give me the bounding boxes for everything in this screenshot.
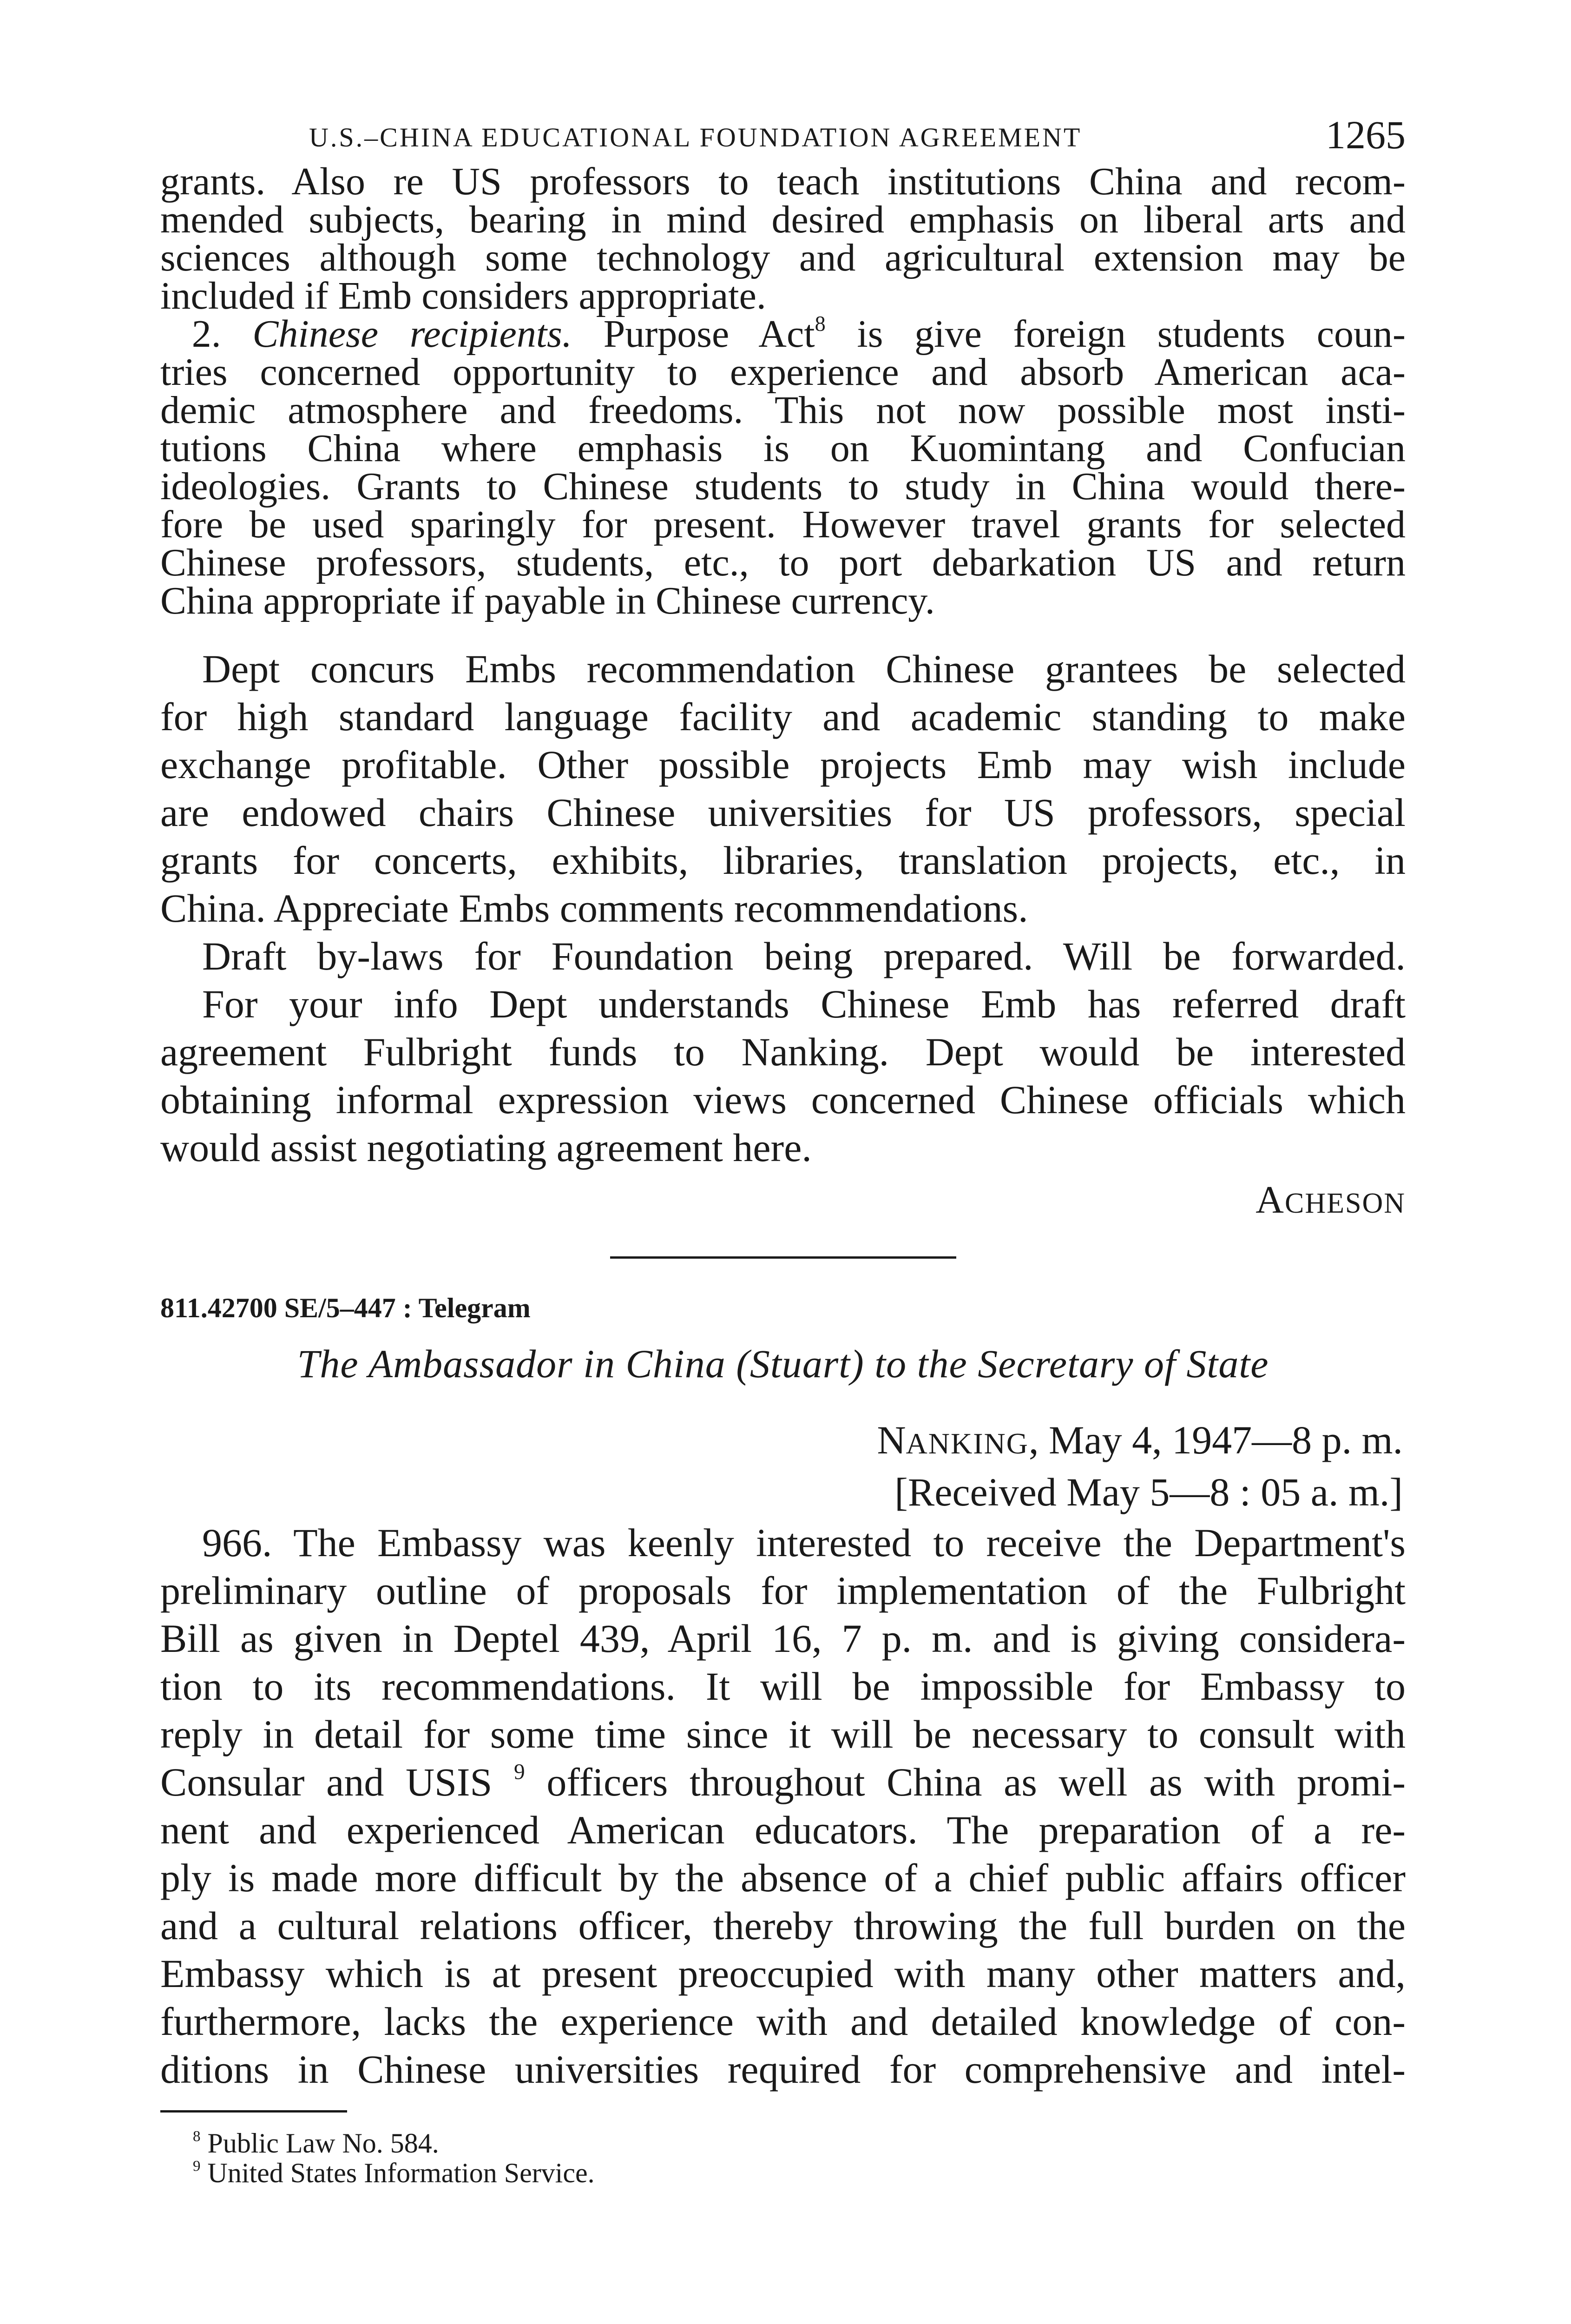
text-line: exchange profitable. Other possible projects Emb may wish include <box>160 742 1406 787</box>
footnote-8 <box>193 2128 1406 2158</box>
footnote-ref-9: 9 <box>514 1760 525 1784</box>
paragraph-telegram-966 <box>160 1519 1406 2093</box>
signature-rest: CHESON <box>1284 1188 1406 1219</box>
footnote-text: Public Law No. 584. <box>207 2128 439 2159</box>
section-divider <box>610 1256 956 1259</box>
text-line: and a cultural relations officer, thereby throwing the full burden on the <box>160 1903 1406 1948</box>
text-line: tion to its recommendations. It will be impossible for Embassy to <box>160 1664 1406 1709</box>
item-2-number: 2. <box>191 312 221 356</box>
text-line: 966. The Embassy was keenly interested to receive the Department's <box>202 1520 1406 1565</box>
dateline-place-initial: N <box>877 1418 906 1462</box>
text-line: demic atmosphere and freedoms. This not now possible most insti- <box>160 389 1406 432</box>
text-line: Draft by-laws for Foundation being prepared. Will be forwarded. <box>202 934 1406 978</box>
text-line: Dept concurs Embs recommendation Chinese grantees be selected <box>202 647 1406 691</box>
item-2-text: is give foreign students coun- <box>857 312 1406 356</box>
text-line: nent and experienced American educators. The preparation of a re- <box>160 1808 1406 1852</box>
text-line: China appropriate if payable in Chinese currency. <box>160 579 935 622</box>
usis-text: officers throughout China as well as with promi- <box>546 1760 1406 1804</box>
dateline-date: , May 4, 1947—8 p. m. <box>1028 1418 1403 1462</box>
file-reference: 811.42700 SE/5–447 : Telegram <box>160 1293 531 1323</box>
text-line: grants. Also re US professors to teach institutions China and recom- <box>160 160 1406 203</box>
text-line: China. Appreciate Embs comments recommendations. <box>160 886 1028 931</box>
footnote-divider <box>160 2110 347 2113</box>
text-line: tries concerned opportunity to experience and absorb American aca- <box>160 350 1406 394</box>
document-page <box>160 112 1406 2188</box>
text-line: ideologies. Grants to Chinese students to study in China would there- <box>160 465 1406 508</box>
text-line: grants for concerts, exhibits, libraries, translation projects, etc., in <box>160 838 1406 883</box>
usis-line <box>160 1758 1406 1806</box>
text-line: included if Emb considers appropriate. <box>160 274 766 317</box>
signature-acheson <box>160 1177 1406 1219</box>
text-line: For your info Dept understands Chinese Emb has referred draft <box>202 982 1406 1026</box>
text-line: preliminary outline of proposals for implementation of the Fulbright <box>160 1568 1406 1613</box>
paragraph-dept-concurs <box>160 645 1406 1172</box>
footnote-ref-8: 8 <box>815 311 826 336</box>
text-line: agreement Fulbright funds to Nanking. Dept would be interested <box>160 1030 1406 1074</box>
signature-initial: A <box>1255 1178 1285 1221</box>
text-line: furthermore, lacks the experience with and detailed knowledge of con- <box>160 1999 1406 2044</box>
text-line: fore be used sparingly for present. However travel grants for selected <box>160 503 1406 546</box>
received-line: [Received May 5—8 : 05 a. m.] <box>894 1470 1403 1514</box>
dateline <box>160 1416 1406 1516</box>
page-number: 1265 <box>1326 112 1406 157</box>
text-line: Bill as given in Deptel 439, April 16, 7 p. m. and is giving considera- <box>160 1616 1406 1661</box>
text-line: Embassy which is at present preoccupied with many other matters and, <box>160 1951 1406 1996</box>
running-title: U.S.–CHINA EDUCATIONAL FOUNDATION AGREEMENT <box>309 122 1082 152</box>
text-line: Chinese professors, students, etc., to port debarkation US and return <box>160 541 1406 584</box>
item-2-first-line <box>160 311 1406 356</box>
text-line: reply in detail for some time since it will be necessary to consult with <box>160 1712 1406 1756</box>
text-line: would assist negotiating agreement here. <box>160 1125 812 1170</box>
dateline-place-rest: ANKING <box>906 1427 1029 1460</box>
text-line: sciences although some technology and agricultural extension may be <box>160 236 1406 279</box>
usis-text: Consular and USIS <box>160 1760 493 1804</box>
document-title: The Ambassador in China (Stuart) to the Secretary of State <box>297 1341 1269 1386</box>
text-line: ditions in Chinese universities required for comprehensive and intel- <box>160 2047 1406 2092</box>
item-2-heading: Chinese recipients. <box>252 312 572 356</box>
text-line: mended subjects, bearing in mind desired emphasis on liberal arts and <box>160 198 1406 241</box>
dateline-place-date <box>160 1416 1403 1468</box>
text-line: for high standard language facility and academic standing to make <box>160 694 1406 739</box>
footnotes <box>160 2128 1406 2188</box>
text-line: tutions China where emphasis is on Kuomintang and Confucian <box>160 427 1406 470</box>
running-head <box>160 112 1406 163</box>
footnote-9 <box>193 2158 1406 2188</box>
text-line: obtaining informal expression views concerned Chinese officials which <box>160 1077 1406 1122</box>
item-2-text: Purpose Act <box>603 312 815 356</box>
footnote-text: United States Information Service. <box>207 2158 595 2188</box>
text-line: are endowed chairs Chinese universities for US professors, special <box>160 790 1406 835</box>
footnote-mark: 9 <box>193 2158 201 2175</box>
text-line: ply is made more difficult by the absence of a chief public affairs officer <box>160 1855 1406 1900</box>
footnote-mark: 8 <box>193 2128 201 2145</box>
paragraph-grants <box>160 160 1406 622</box>
